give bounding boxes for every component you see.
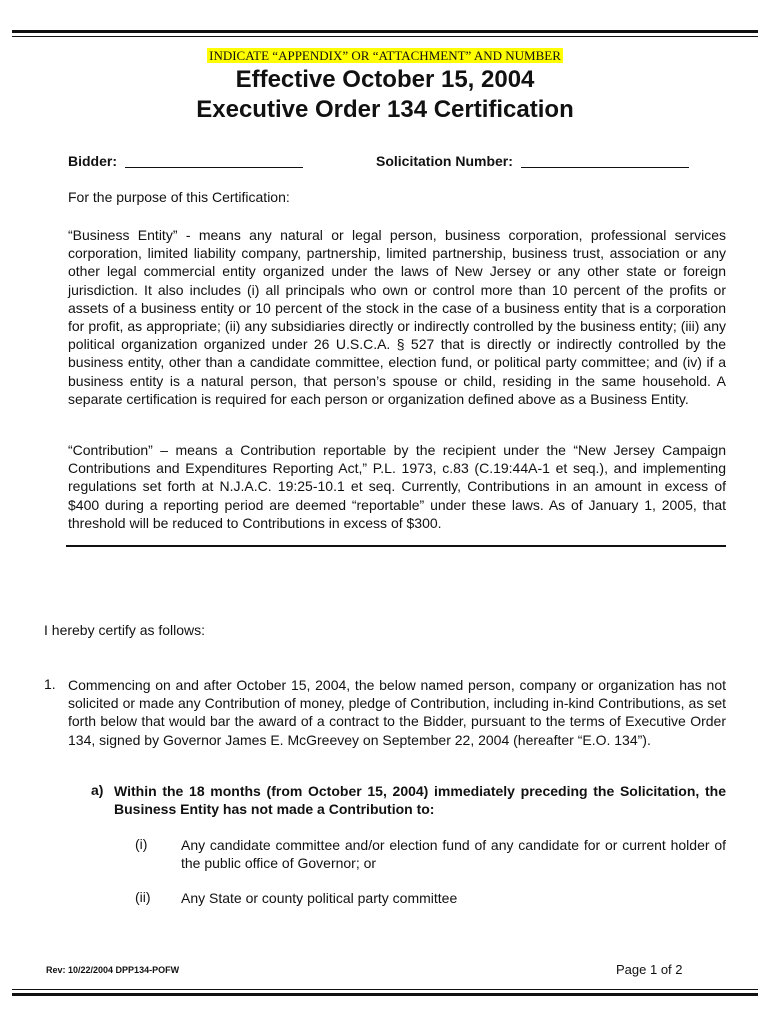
- roman-ii-label: (ii): [135, 889, 151, 905]
- sub-a-label: a): [91, 782, 104, 798]
- top-rule-thick: [12, 30, 758, 33]
- page-title-line2: Executive Order 134 Certification: [196, 96, 574, 123]
- appendix-instruction: [0, 47, 770, 65]
- bidder-label: Bidder:: [68, 153, 117, 169]
- certify-statement: I hereby certify as follows:: [44, 622, 206, 638]
- bidder-field: [68, 153, 303, 169]
- bottom-rule-thick: [12, 993, 758, 996]
- bottom-rule-thin: [12, 989, 758, 990]
- roman-ii-text: Any State or county political party committee: [181, 890, 458, 906]
- revision-code: Rev: 10/22/2004 DPP134-POFW: [46, 965, 180, 975]
- section-divider: [66, 545, 726, 547]
- page-title-line1: Effective October 15, 2004: [235, 66, 535, 93]
- top-rule-thin: [12, 36, 758, 37]
- roman-i-label: (i): [135, 836, 148, 852]
- page-number: Page 1 of 2: [616, 962, 683, 977]
- purpose-text: For the purpose of this Certification:: [68, 189, 290, 205]
- solicitation-number-field: [376, 153, 689, 169]
- contribution-definition: “Contribution” – means a Contribution reportable by the recipient under the “New Jersey Campaign Contributions and Expenditures Reporting Act,” P.L. 1973, c.83 (C.19:44A-1 et seq.), and implementing regulations set forth at N.J.A.C. 19:25-10.1 et seq. Currently, Contributions in an amount in excess of $400 during a reporting period are deemed “reportable” under these laws. As of January 1, 2005, that threshold will be reduced to Contributions in excess of $300.: [68, 442, 726, 531]
- business-entity-definition: “Business Entity” - means any natural or legal person, business corporation, professional services corporation, limited liability company, partnership, limited partnership, business trust, association or any other legal commercial entity organized under the laws of New Jersey or any other state or foreign jurisdiction. It also includes (i) all principals who own or control more than 10 percent of the profits or assets of a business entity or 10 percent of the stock in the case of a business entity that is a corporation for profit, as appropriate; (ii) any subsidiaries directly or indirectly controlled by the business entity; (iii) any political organization organized under 26 U.S.C.A. § 527 that is directly or indirectly controlled by the business entity, other than a candidate committee, election fund, or political party committee; and (iv) if a business entity is a natural person, that person’s spouse or child, residing in the same household. A separate certification is required for each person or organization defined above as a Business Entity.: [68, 227, 726, 407]
- roman-i-text: Any candidate committee and/or election fund of any candidate for or current holder of the public office of Governor; or: [181, 837, 726, 872]
- bidder-blank-line[interactable]: [125, 153, 303, 168]
- solicitation-number-label: Solicitation Number:: [376, 153, 513, 169]
- item-1-text: Commencing on and after October 15, 2004, the below named person, company or organization has not solicited or made any Contribution of money, pledge of Contribution, including in-kind Contributions, as set forth below that would bar the award of a contract to the Bidder, pursuant to the terms of Executive Order 134, signed by Governor James E. McGreevey on September 22, 2004 (hereafter “E.O. 134”).: [68, 677, 726, 748]
- sub-a-text: Within the 18 months (from October 15, 2004) immediately preceding the Solicitation, the Business Entity has not made a Contribution to:: [114, 783, 726, 818]
- item-1-number: 1.: [44, 676, 56, 692]
- solicitation-number-blank-line[interactable]: [521, 153, 689, 168]
- appendix-instruction-text: INDICATE “APPENDIX” OR “ATTACHMENT” AND NUMBER: [209, 48, 561, 63]
